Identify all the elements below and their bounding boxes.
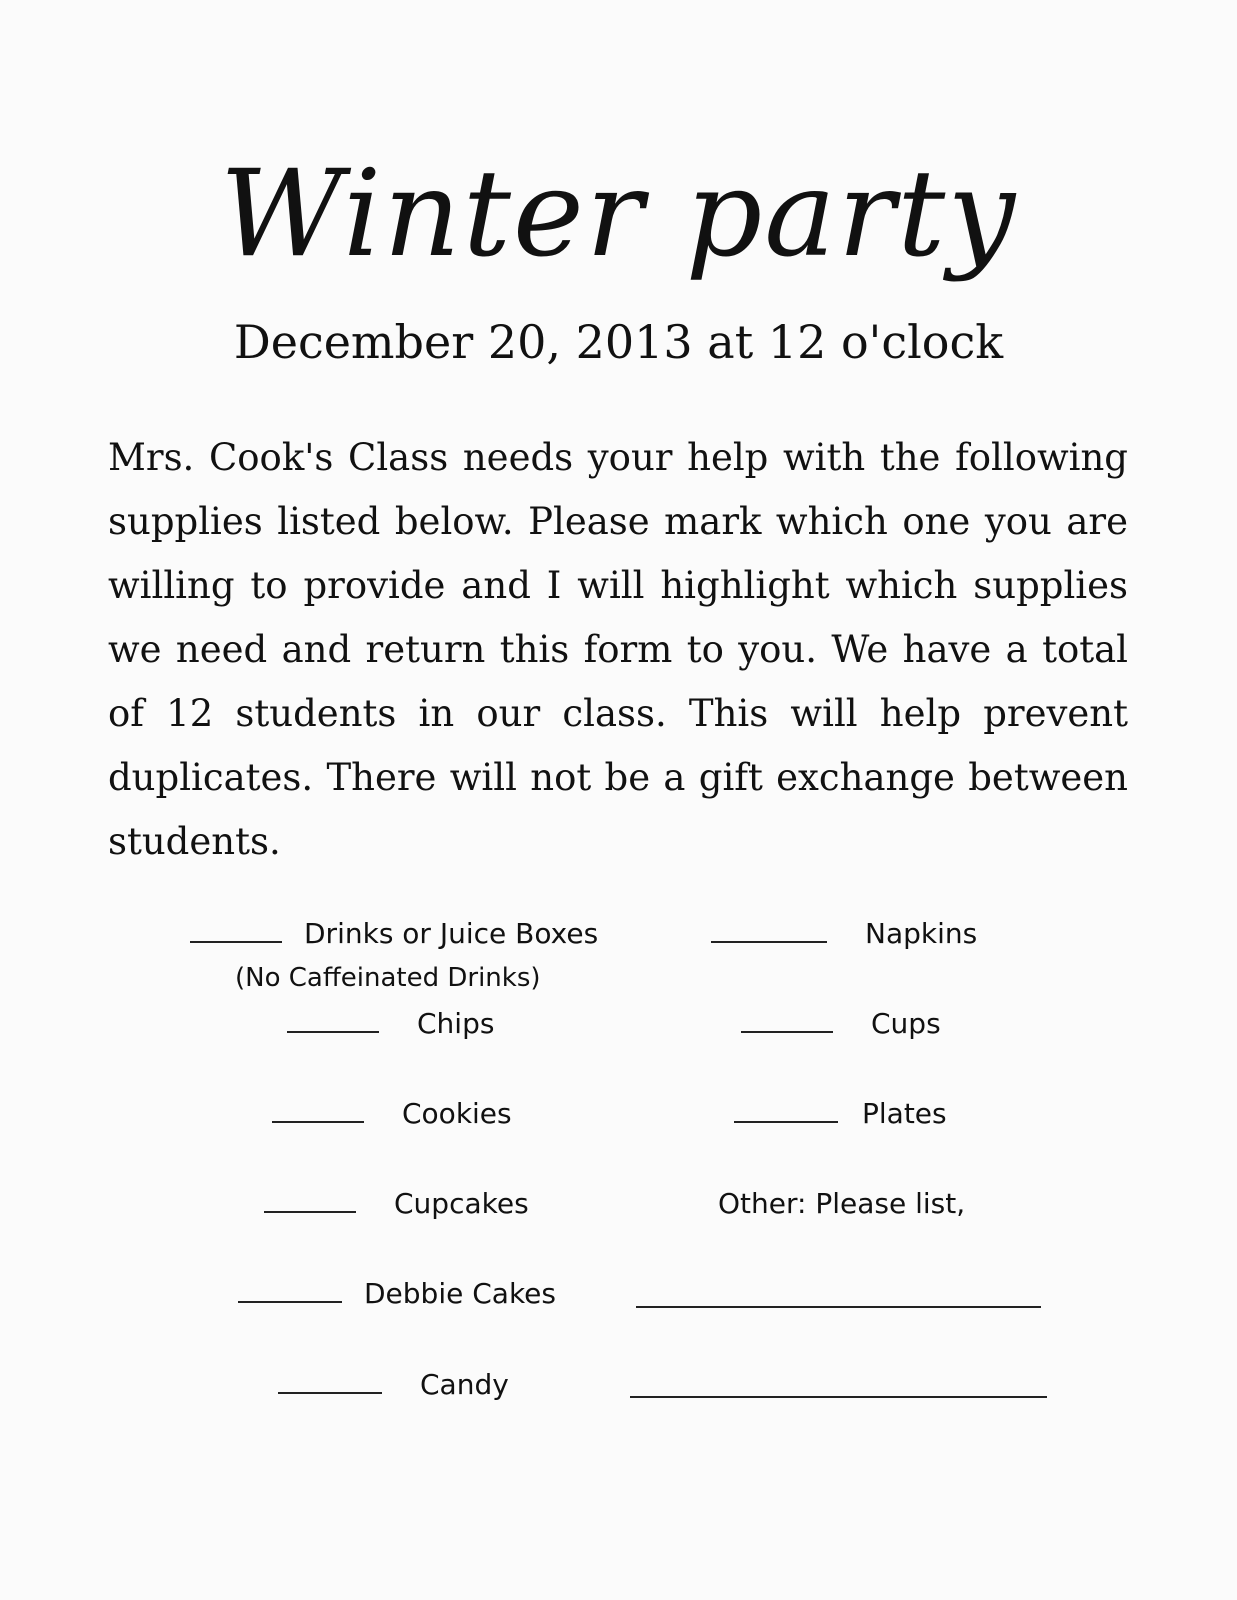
supply-item-cookies [272,1096,512,1132]
supply-item-label: Debbie Cakes [364,1277,556,1310]
checkbox-blank-line[interactable] [287,1007,379,1033]
supply-item-label: Cupcakes [394,1187,529,1220]
event-date: December 20, 2013 at 12 o'clock [233,315,1004,369]
checkbox-blank-line[interactable] [741,1007,833,1033]
supply-item-note: (No Caffeinated Drinks) [235,963,541,993]
supply-item-label: Drinks or Juice Boxes [304,917,599,950]
other-supply-line-2[interactable] [630,1396,1047,1398]
intro-paragraph: Mrs. Cook's Class needs your help with the following supplies listed below. Please mark which one you are willing to provide and I will highlight which supplies we need and return this form to you. We have a total of 12 students in our class. This will help prevent duplicates. There will not be a gift exchange between students. [108,436,1128,863]
supply-item-label: Napkins [865,917,978,950]
supply-item-debbie-cakes [238,1276,556,1312]
other-supplies-label: Other: Please list, [718,1187,966,1220]
supply-item-plates [734,1096,947,1132]
supply-item-label: Cookies [402,1097,512,1130]
supply-item-chips [287,1006,494,1042]
supply-item-candy [278,1367,509,1403]
checkbox-blank-line[interactable] [238,1277,342,1303]
checkbox-blank-line[interactable] [272,1097,364,1123]
checkbox-blank-line[interactable] [734,1097,838,1123]
supply-item-label: Cups [871,1007,941,1040]
page-title: Winter party [219,145,1018,284]
checkbox-blank-line[interactable] [711,917,827,943]
checkbox-blank-line[interactable] [190,917,282,943]
checkbox-blank-line[interactable] [264,1187,356,1213]
other-supply-line-1[interactable] [636,1306,1041,1308]
supply-item-drinks [190,916,598,952]
supply-item-label: Plates [862,1097,947,1130]
supply-item-cupcakes [264,1186,529,1222]
supply-item-cups [741,1006,941,1042]
supply-item-napkins [711,916,977,952]
checkbox-blank-line[interactable] [278,1368,382,1394]
supply-item-label: Chips [417,1007,495,1040]
supply-item-label: Candy [420,1368,509,1401]
